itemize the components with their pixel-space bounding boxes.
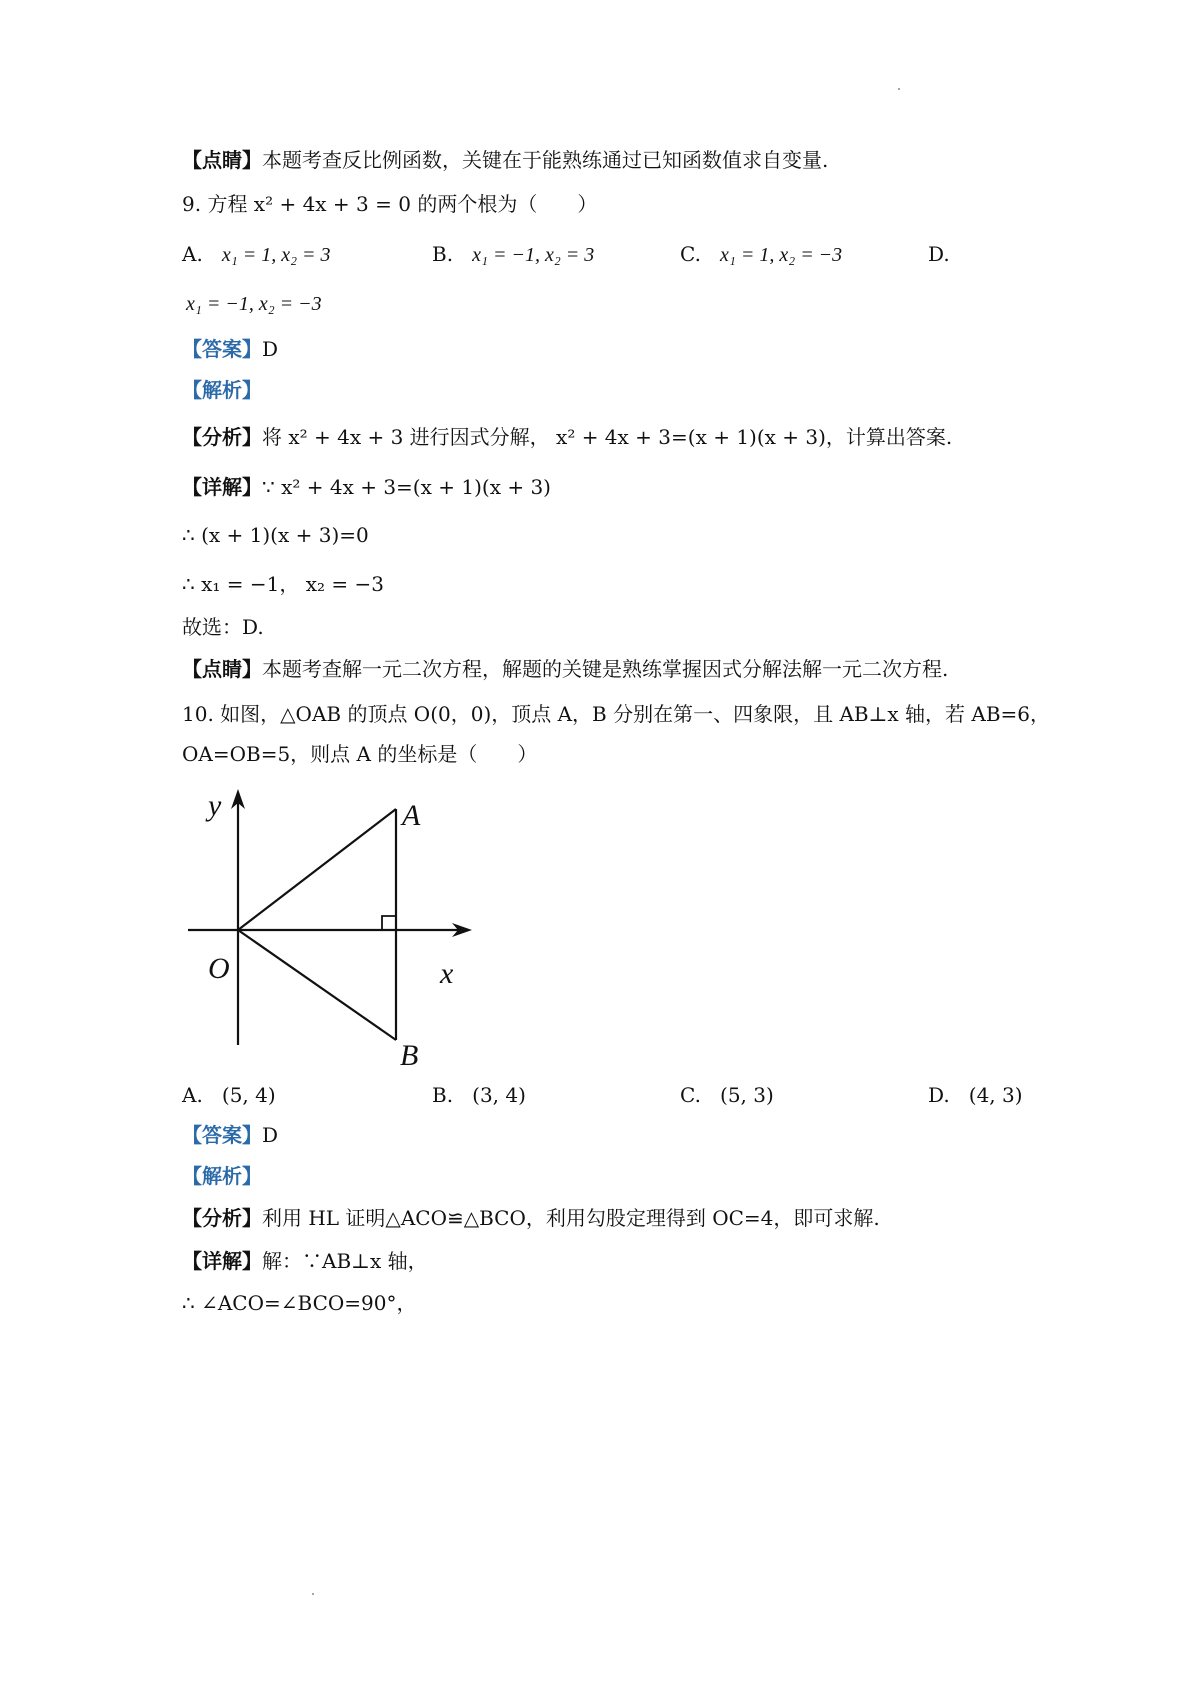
step-10-1: ∴ ∠ACO=∠BCO=90°， bbox=[182, 1291, 417, 1315]
answer-9 bbox=[182, 336, 278, 362]
summary-text: 本题考查反比例函数，关键在于能熟练通过已知函数值求自变量. bbox=[262, 148, 829, 172]
detail-9 bbox=[182, 474, 551, 500]
q9-option-b bbox=[432, 241, 594, 268]
q9-option-a bbox=[182, 241, 331, 268]
analysis-text: 将 x² + 4x + 3 进行因式分解， x² + 4x + 3=(x + 1)(x + 3)，计算出答案. bbox=[262, 425, 953, 449]
q10-option-b bbox=[432, 1082, 526, 1108]
question-10-line-1: 10. 如图，△OAB 的顶点 O(0，0)，顶点 A，B 分别在第一、四象限，且 AB⊥x 轴，若 AB=6， bbox=[182, 702, 1051, 726]
analysis-tag: 【解析】 bbox=[182, 378, 262, 402]
q10-option-c bbox=[680, 1082, 774, 1108]
analysis-tag-10 bbox=[182, 1163, 262, 1189]
option-value: (4, 3) bbox=[968, 1083, 1023, 1107]
detail-label: 【详解】 bbox=[182, 475, 262, 499]
label-o: O bbox=[208, 952, 230, 985]
side-ob bbox=[238, 930, 396, 1040]
label-a: A bbox=[402, 799, 421, 832]
analysis-text: 利用 HL 证明△ACO≌△BCO，利用勾股定理得到 OC=4，即可求解. bbox=[262, 1206, 880, 1230]
triangle-figure bbox=[180, 775, 480, 1065]
detail-10 bbox=[182, 1248, 428, 1274]
answer-value: D bbox=[262, 1123, 279, 1147]
step-9-1: ∴ (x + 1)(x + 3)=0 bbox=[182, 523, 369, 547]
summary-line bbox=[182, 147, 828, 173]
option-value: x₁ = −1, x₂ = 3 bbox=[472, 244, 595, 266]
option-value: (5, 4) bbox=[221, 1083, 276, 1107]
answer-10 bbox=[182, 1122, 278, 1148]
option-label: B. bbox=[432, 242, 454, 266]
analysis-label: 【分析】 bbox=[182, 425, 262, 449]
side-oa bbox=[238, 809, 396, 930]
analysis-10 bbox=[182, 1205, 880, 1231]
detail-label: 【详解】 bbox=[182, 1249, 262, 1273]
option-label: D. bbox=[928, 1083, 950, 1107]
detail-text: 解：∵AB⊥x 轴， bbox=[262, 1249, 428, 1273]
option-label: A. bbox=[182, 242, 203, 266]
answer-tag: 【答案】 bbox=[182, 337, 262, 361]
detail-text: ∵ x² + 4x + 3=(x + 1)(x + 3) bbox=[262, 475, 551, 499]
label-y: y bbox=[208, 789, 222, 822]
answer-tag: 【答案】 bbox=[182, 1123, 262, 1147]
right-angle-mark bbox=[382, 916, 396, 930]
step-9-2: ∴ x₁ = −1， x₂ = −3 bbox=[182, 572, 384, 596]
q10-option-a bbox=[182, 1082, 276, 1108]
option-value: (5, 3) bbox=[720, 1083, 774, 1107]
q9-option-d-label: D. bbox=[928, 242, 950, 266]
analysis-tag: 【解析】 bbox=[182, 1164, 262, 1188]
label-b: B bbox=[400, 1039, 419, 1065]
analysis-label: 【分析】 bbox=[182, 1206, 262, 1230]
point-label: 【点睛】 bbox=[182, 657, 262, 681]
option-value: x₁ = 1, x₂ = 3 bbox=[221, 244, 331, 266]
option-value: (3, 4) bbox=[472, 1083, 526, 1107]
option-label: A. bbox=[182, 1083, 203, 1107]
analysis-9 bbox=[182, 424, 952, 450]
answer-value: D bbox=[262, 337, 279, 361]
question-10-line-2: OA=OB=5，则点 A 的坐标是（ ） bbox=[182, 742, 538, 766]
scan-speck bbox=[312, 1593, 314, 1595]
q9-option-c bbox=[680, 241, 842, 268]
q10-option-d bbox=[928, 1082, 1023, 1108]
option-value: x₁ = 1, x₂ = −3 bbox=[720, 244, 843, 266]
q9-option-d: x₁ = −1, x₂ = −3 bbox=[186, 293, 322, 315]
scan-speck bbox=[898, 88, 900, 90]
analysis-tag-9 bbox=[182, 377, 262, 403]
summary-tag: 【点睛】 bbox=[182, 148, 262, 172]
option-label: C. bbox=[680, 242, 701, 266]
question-9: 9. 方程 x² + 4x + 3 = 0 的两个根为（ ） bbox=[182, 192, 598, 216]
point-text: 本题考查解一元二次方程，解题的关键是熟练掌握因式分解法解一元二次方程. bbox=[262, 657, 949, 681]
option-label: C. bbox=[680, 1083, 701, 1107]
step-9-3: 故选：D. bbox=[182, 615, 264, 639]
point-9 bbox=[182, 656, 948, 682]
option-label: B. bbox=[432, 1083, 454, 1107]
label-x: x bbox=[440, 957, 454, 990]
